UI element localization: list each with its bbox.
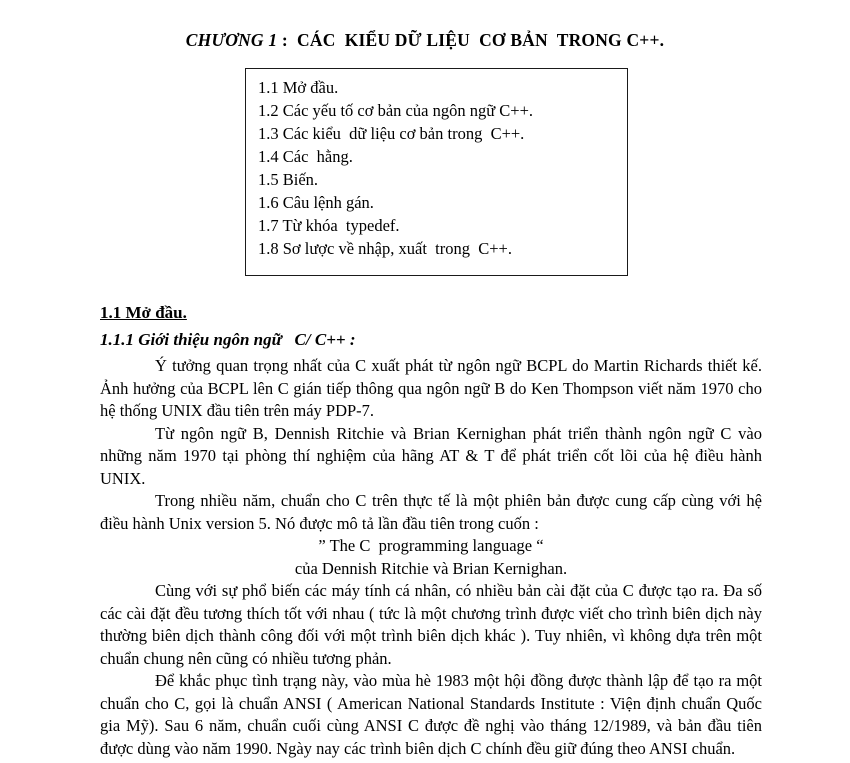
paragraph: Từ ngôn ngữ B, Dennish Ritchie và Brian Kernighan phát triển thành ngôn ngữ C vào những năm 1970 tại phòng thí nghiệm của hãng AT & T để phát triển cốt lõi của hệ điều hành UNIX.	[100, 423, 762, 488]
toc-item: 1.3 Các kiểu dữ liệu cơ bản trong C++.	[258, 124, 525, 143]
chapter-label: CHƯƠNG 1	[185, 30, 278, 50]
book-authors-line: của Dennish Ritchie và Brian Kernighan.	[294, 558, 568, 578]
paragraph: Để khắc phục tình trạng này, vào mùa hè 1983 một hội đồng được thành lập để tạo ra một chuẩn cho C, gọi là chuẩn ANSI ( American National Standards Institute : Viện định chuẩn Quốc gia Mỹ). Sau 6 năm, chuẩn cuối cùng ANSI C được đề nghị vào tháng 12/1989, và bản đầu tiên được dùng vào năm 1990. Ngày nay các trình biên dịch C chính đều giữ đúng theo ANSI chuẩn.	[100, 671, 762, 758]
section-heading: 1.1 Mở đầu.	[100, 303, 187, 322]
subsection-heading: 1.1.1 Giới thiệu ngôn ngữ C/ C++ :	[100, 330, 356, 349]
paragraph: Trong nhiều năm, chuẩn cho C trên thực tế là một phiên bản được cung cấp cùng với hệ điều hành Unix version 5. Nó được mô tả lần đầu tiên trong cuốn :	[100, 491, 762, 533]
toc-item: 1.5 Biến.	[258, 170, 319, 189]
toc-item: 1.1 Mở đầu.	[258, 78, 339, 97]
toc-item: 1.4 Các hằng.	[258, 147, 353, 166]
toc-item: 1.8 Sơ lược về nhập, xuất trong C++.	[258, 239, 512, 258]
chapter-title-text: : CÁC KIỂU DỮ LIỆU CƠ BẢN TRONG C++.	[277, 30, 665, 50]
toc-item: 1.7 Từ khóa typedef.	[258, 216, 400, 235]
table-of-contents	[245, 68, 628, 276]
paragraph: Ý tưởng quan trọng nhất của C xuất phát từ ngôn ngữ BCPL do Martin Richards thiết kế. Ảnh hưởng của BCPL lên C gián tiếp thông qua ngôn ngữ B do Ken Thompson viết năm 1970 cho hệ thống UNIX đầu tiên trên máy PDP-7.	[100, 356, 762, 420]
toc-item: 1.2 Các yếu tố cơ bản của ngôn ngữ C++.	[258, 101, 534, 120]
page-title	[0, 0, 850, 51]
book-title-line: ” The C programming language “	[318, 536, 544, 555]
toc-item: 1.6 Câu lệnh gán.	[258, 193, 374, 212]
paragraph: Cùng với sự phổ biến các máy tính cá nhân, có nhiều bản cài đặt của C được tạo ra. Đa số các cài đặt đều tương thích tốt với nhau ( tức là một chương trình được viết cho trình biên dịch này thường biên dịch thành công đối với một trình biên dịch khác ). Tuy nhiên, vì không dựa trên một chuẩn chung nên cũng có nhiều tương phản.	[100, 581, 762, 668]
